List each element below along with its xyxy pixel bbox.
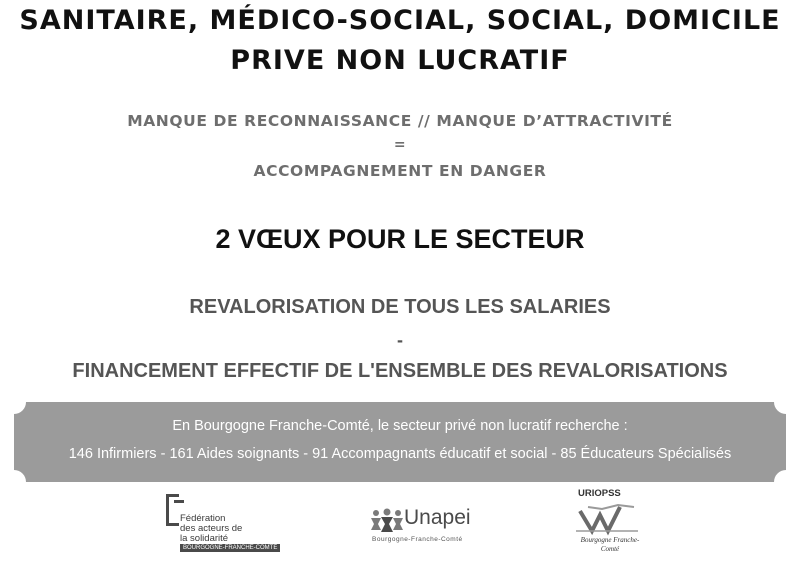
uriopss-name: URIOPSS [578,488,621,499]
statement-line-1: MANQUE DE RECONNAISSANCE // MANQUE D’ATTRACTIVITÉ [127,112,673,130]
banner-line-2: 146 Infirmiers - 161 Aides soignants - 91 Accompagnants éducatif et social - 85 Éducateurs Spécialisés [68,446,732,462]
demand-second: FINANCEMENT EFFECTIF DE L'ENSEMBLE DES REVALORISATIONS [72,360,728,382]
statement-equals: = [393,137,407,153]
federation-logo [166,494,278,554]
banner-shape [14,402,786,482]
wishes-heading: 2 VŒUX POUR LE SECTEUR [215,224,585,254]
federation-logo-text: Fédération des acteurs de la solidarité [180,513,243,544]
statement-line-3: ACCOMPAGNEMENT EN DANGER [253,162,547,180]
title-line-2: PRIVE NON LUCRATIF [230,45,570,76]
unapei-logo [370,506,490,546]
federation-mark-icon [166,494,179,526]
unapei-name: Unapei [404,506,471,529]
federation-region-bar: BOURGOGNE-FRANCHE-COMTÉ [180,544,280,552]
demand-separator: - [397,330,403,350]
uriopss-logo [574,488,640,562]
banner-line-1: En Bourgogne Franche-Comté, le secteur privé non lucratif recherche : [172,418,628,434]
demand-first: REVALORISATION DE TOUS LES SALARIES [189,296,611,318]
unapei-region: Bourgogne-Franche-Comté [372,536,463,543]
info-banner [14,402,786,482]
uriopss-region: Bourgogne Franche-Comté [580,536,640,553]
uriopss-emblem-icon [574,501,640,537]
title-line-1: SANITAIRE, MÉDICO-SOCIAL, SOCIAL, DOMICILE [19,5,781,36]
unapei-figures-icon [370,508,404,534]
